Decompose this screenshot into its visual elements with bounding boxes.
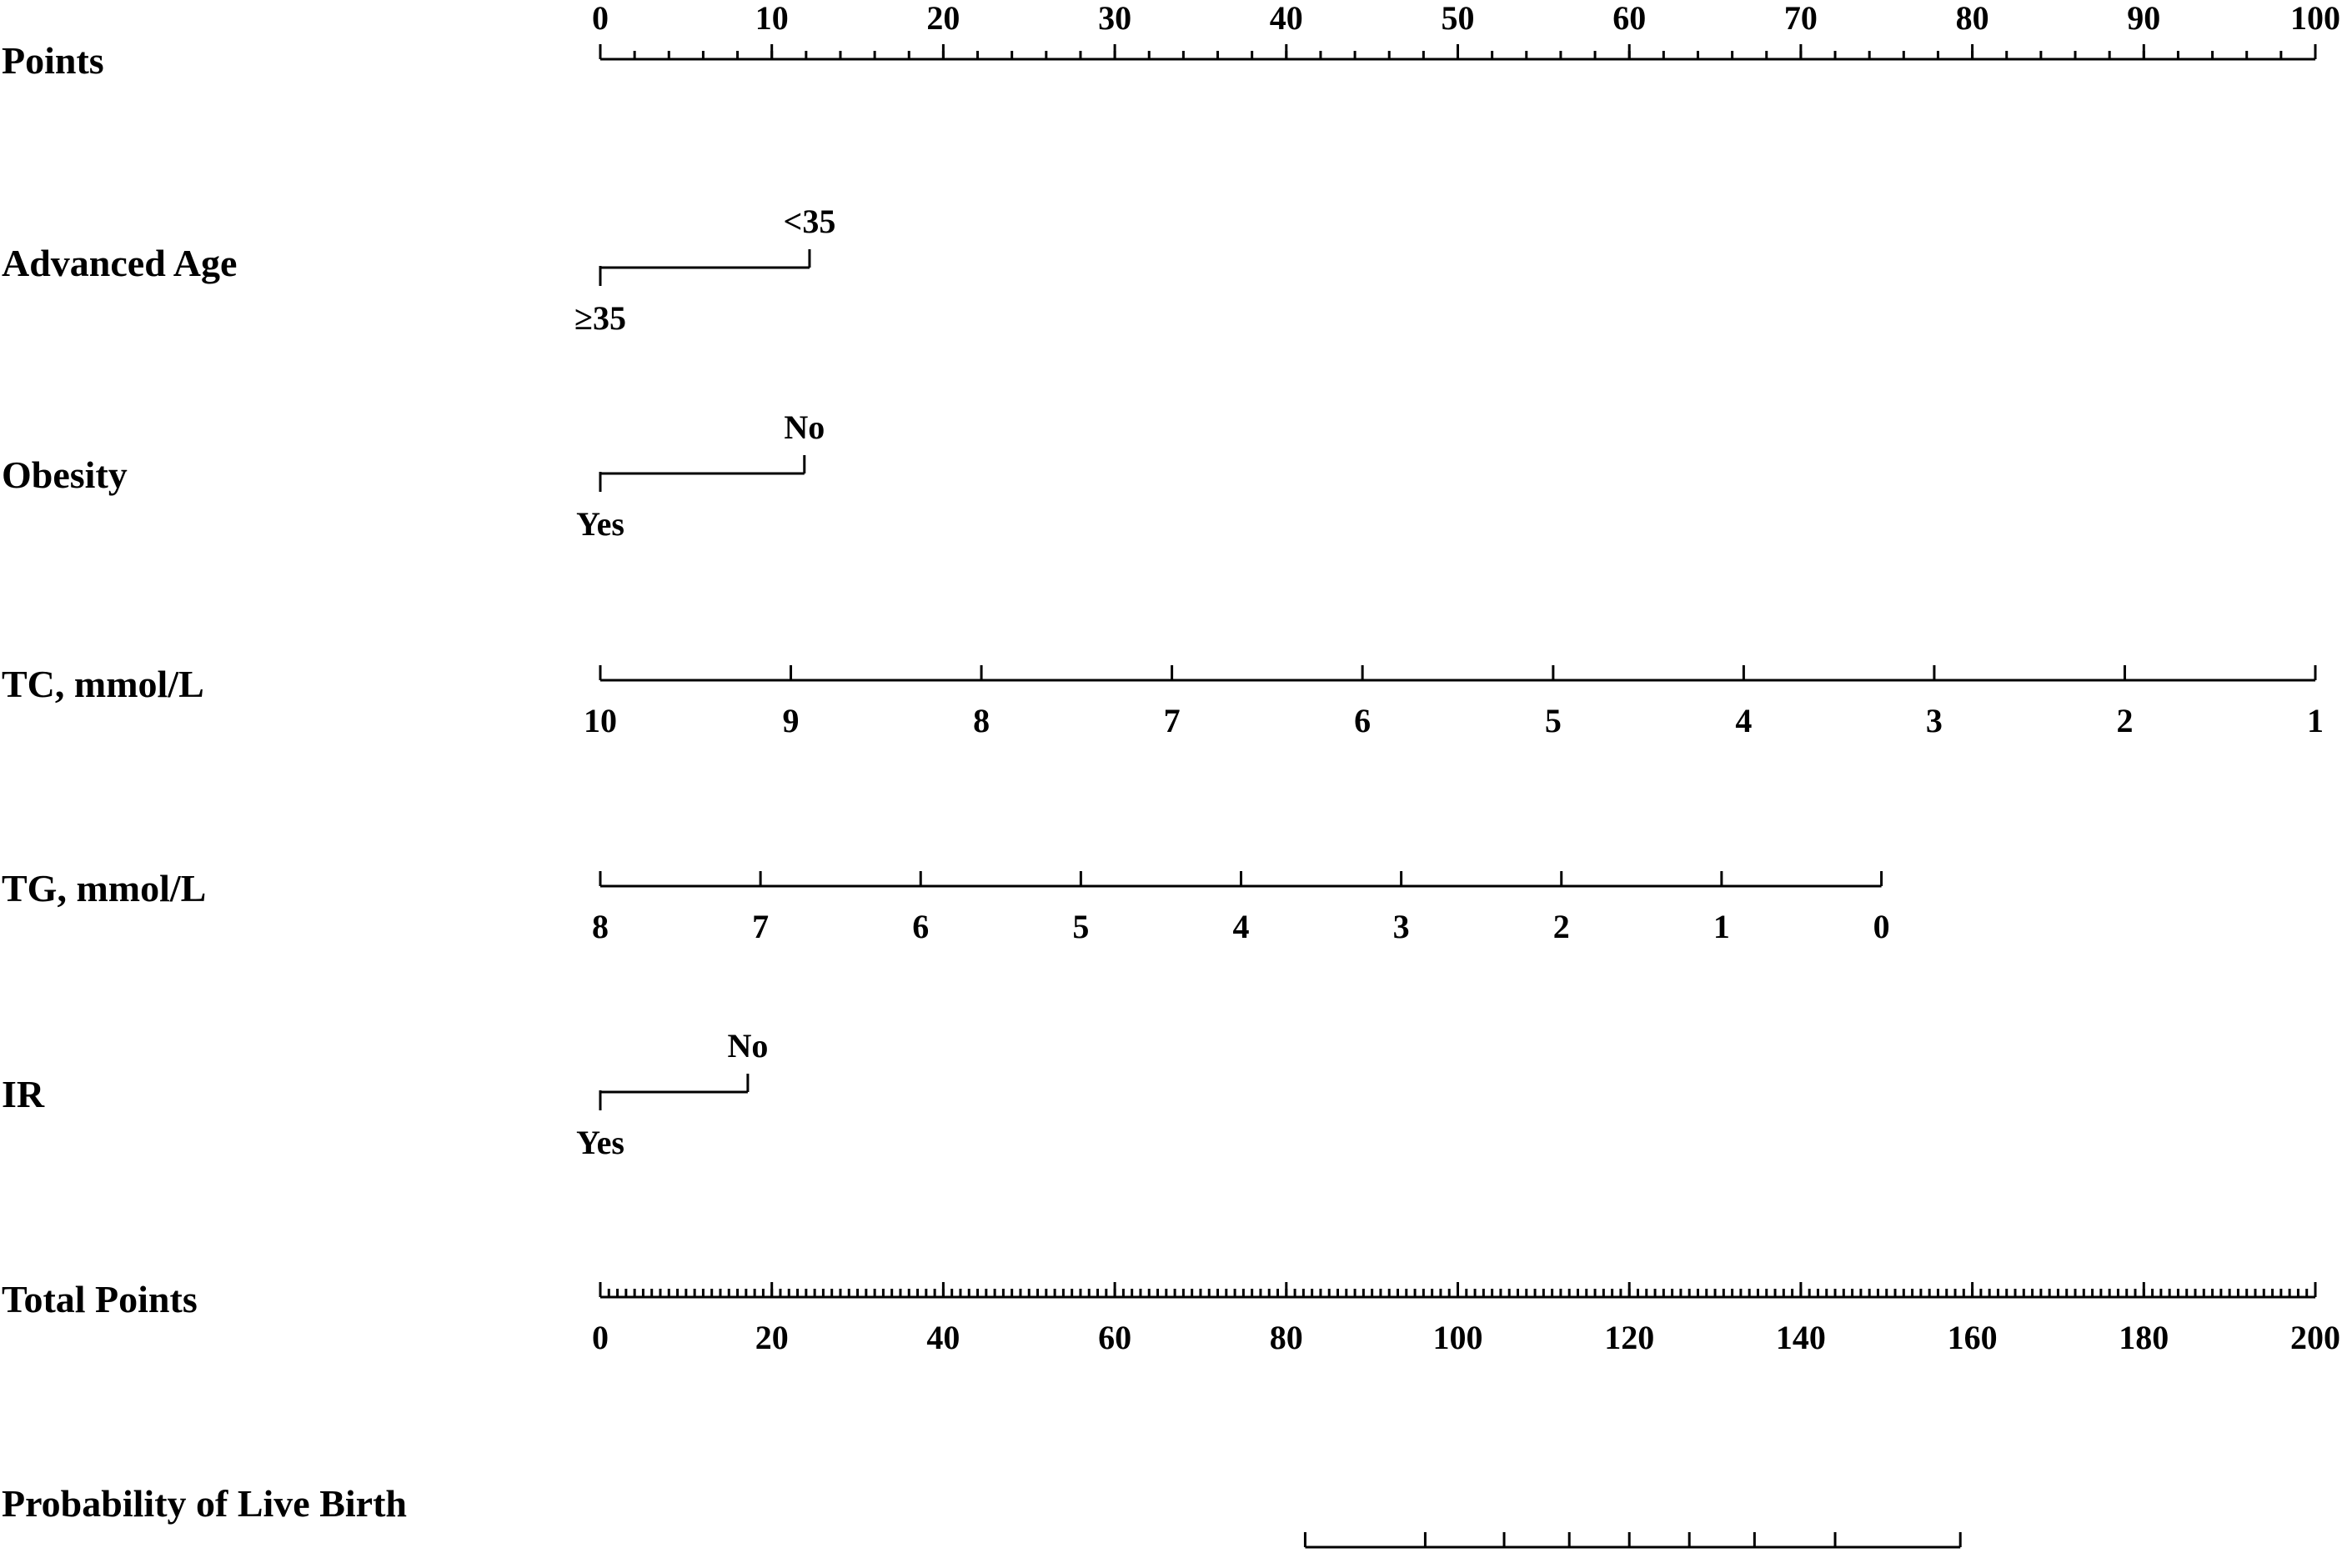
row-total-points [2, 1278, 2340, 1356]
tg-tick-label: 7 [752, 908, 770, 945]
tg-tick-label: 6 [912, 908, 930, 945]
row-ir [2, 1027, 768, 1161]
row-advanced-age [2, 203, 835, 337]
ir-category-label: Yes [576, 1124, 624, 1161]
tc-tick-label: 10 [584, 702, 617, 739]
tg-tick-label: 5 [1072, 908, 1090, 945]
tc-tick-label: 3 [1925, 702, 1943, 739]
row-probability [2, 1482, 1981, 1568]
tc-tick-label: 6 [1354, 702, 1372, 739]
tg-tick-label: 3 [1392, 908, 1410, 945]
row-points [2, 0, 2340, 82]
row-label-tg: TG, mmol/L [2, 867, 207, 909]
row-label-ir: IR [2, 1073, 45, 1115]
points-tick-label: 60 [1612, 0, 1647, 37]
total-points-tick-label: 120 [1604, 1319, 1655, 1356]
tg-tick-label: 0 [1873, 908, 1890, 945]
total-points-tick-label: 20 [755, 1319, 789, 1356]
tg-tick-label: 8 [592, 908, 609, 945]
total-points-tick-label: 180 [2119, 1319, 2169, 1356]
points-tick-label: 20 [926, 0, 960, 37]
tc-tick-label: 9 [782, 702, 800, 739]
obesity-category-label: Yes [576, 505, 624, 543]
advanced-age-category-label: ≥35 [574, 299, 626, 337]
total-points-tick-label: 160 [1947, 1319, 1998, 1356]
total-points-tick-label: 200 [2290, 1319, 2340, 1356]
points-tick-label: 30 [1098, 0, 1132, 37]
tc-tick-label: 5 [1544, 702, 1562, 739]
points-tick-label: 50 [1441, 0, 1475, 37]
obesity-category-label: No [784, 408, 825, 446]
total-points-tick-label: 40 [926, 1319, 960, 1356]
tg-tick-label: 1 [1713, 908, 1730, 945]
points-tick-label: 10 [755, 0, 789, 37]
tc-tick-label: 7 [1163, 702, 1181, 739]
row-tc [2, 663, 2324, 739]
total-points-tick-label: 100 [1432, 1319, 1483, 1356]
points-tick-label: 100 [2290, 0, 2340, 37]
row-label-tc: TC, mmol/L [2, 663, 204, 705]
total-points-tick-label: 140 [1775, 1319, 1826, 1356]
total-points-tick-label: 60 [1098, 1319, 1132, 1356]
tg-tick-label: 4 [1232, 908, 1250, 945]
row-tg [2, 867, 1890, 945]
tc-tick-label: 4 [1735, 702, 1753, 739]
tc-tick-label: 8 [973, 702, 990, 739]
ir-category-label: No [727, 1027, 769, 1065]
row-label-total-points: Total Points [2, 1278, 198, 1320]
points-tick-label: 40 [1269, 0, 1303, 37]
tg-tick-label: 2 [1552, 908, 1570, 945]
row-label-probability: Probability of Live Birth [2, 1482, 407, 1525]
total-points-tick-label: 80 [1269, 1319, 1303, 1356]
points-tick-label: 90 [2127, 0, 2161, 37]
advanced-age-category-label: <35 [783, 203, 836, 240]
total-points-tick-label: 0 [592, 1319, 609, 1356]
tc-tick-label: 1 [2307, 702, 2324, 739]
row-label-points: Points [2, 39, 104, 82]
row-obesity [2, 408, 825, 543]
tc-tick-label: 2 [2116, 702, 2134, 739]
row-label-advanced-age: Advanced Age [2, 242, 238, 284]
row-label-obesity: Obesity [2, 453, 128, 496]
points-tick-label: 70 [1783, 0, 1818, 37]
points-tick-label: 80 [1955, 0, 1989, 37]
points-tick-label: 0 [592, 0, 609, 37]
